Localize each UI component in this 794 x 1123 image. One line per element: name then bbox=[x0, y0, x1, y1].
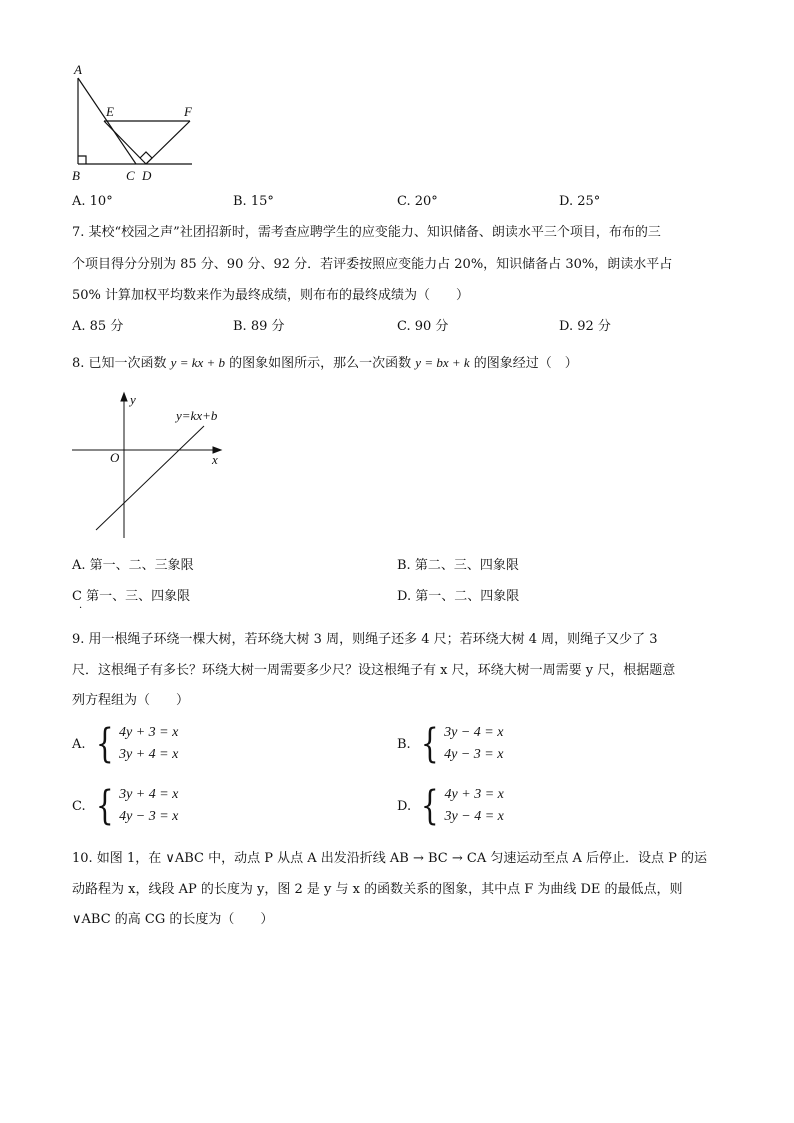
q9-c-eq1: 3y + 4 = x bbox=[119, 787, 179, 802]
right-angle-mark-b bbox=[78, 156, 86, 164]
q8-option-c[interactable]: C 第一、三、四象限 bbox=[72, 589, 191, 604]
q9-option-a-label: A. bbox=[72, 736, 86, 752]
q8-function-1: y = kx + b bbox=[170, 355, 226, 370]
y-axis-label: y bbox=[130, 392, 136, 407]
right-angle-mark-d bbox=[140, 152, 152, 164]
q7-option-a[interactable]: A. 85 分 bbox=[72, 319, 124, 334]
q9-option-d[interactable] bbox=[397, 784, 504, 828]
q9-option-b[interactable] bbox=[397, 722, 503, 766]
y-axis-arrow bbox=[121, 393, 127, 401]
segment-fd bbox=[146, 121, 190, 164]
q7-option-d[interactable]: D. 92 分 bbox=[559, 319, 611, 334]
brace-icon: { bbox=[420, 783, 439, 829]
q7-line-1: 7. 某校“校园之声”社团招新时，需考查应聘学生的应变能力、知识储备、朗读水平三个项目，布布的三 bbox=[72, 225, 661, 240]
q7-line-2: 个项目得分分别为 85 分、90 分、92 分．若评委按照应变能力占 20%，知识储备占 30%，朗读水平占 bbox=[72, 257, 673, 272]
q8-option-b[interactable]: B. 第二、三、四象限 bbox=[397, 558, 519, 573]
q10-line-3: ∨ABC 的高 CG 的长度为（ ） bbox=[72, 912, 274, 927]
q10-line-2: 动路程为 x，线段 AP 的长度为 y，图 2 是 y 与 x 的函数关系的图象，其中点 F 为曲线 DE 的最低点，则 bbox=[72, 882, 683, 897]
q9-line-3: 列方程组为（ ） bbox=[72, 693, 190, 708]
q8-option-a[interactable]: A. 第一、二、三象限 bbox=[72, 558, 194, 573]
q7-line-3: 50% 计算加权平均数来作为最终成绩，则布布的最终成绩为（ ） bbox=[72, 288, 470, 303]
brace-icon: { bbox=[420, 721, 439, 767]
q9-b-eq2: 4y − 3 = x bbox=[444, 747, 504, 762]
q6-option-b[interactable]: B. 15° bbox=[233, 194, 274, 209]
label-e: E bbox=[106, 104, 114, 119]
q9-b-eq1: 3y − 4 = x bbox=[444, 725, 504, 740]
brace-icon: { bbox=[95, 783, 114, 829]
q7-option-c[interactable]: C. 90 分 bbox=[397, 319, 449, 334]
q6-figure bbox=[60, 60, 200, 190]
q9-c-eq2: 4y − 3 = x bbox=[119, 809, 179, 824]
q9-d-eq2: 3y − 4 = x bbox=[444, 809, 504, 824]
q9-option-c-label: C. bbox=[72, 798, 86, 814]
q9-option-c[interactable] bbox=[72, 784, 178, 828]
q9-a-eq1: 4y + 3 = x bbox=[118, 725, 179, 740]
q8-stem-mid: 的图象如图所示，那么一次函数 bbox=[225, 356, 416, 371]
label-a: A bbox=[74, 62, 82, 77]
q6-option-c[interactable]: C. 20° bbox=[397, 194, 438, 209]
q9-option-a[interactable] bbox=[72, 722, 178, 766]
q9-option-b-label: B. bbox=[397, 736, 411, 752]
q8-stem-pre: 8. 已知一次函数 bbox=[72, 356, 171, 371]
q9-a-eq2: 3y + 4 = x bbox=[118, 747, 179, 762]
x-axis-label: x bbox=[212, 452, 218, 467]
line-label: y=kx+b bbox=[176, 408, 218, 423]
label-c: C bbox=[126, 168, 135, 183]
q8-graph bbox=[66, 388, 236, 548]
label-f: F bbox=[184, 104, 192, 119]
label-d: D bbox=[142, 168, 152, 183]
label-b: B bbox=[72, 168, 80, 183]
q9-line-1: 9. 用一根绳子环绕一棵大树，若环绕大树 3 周，则绳子还多 4 尺；若环绕大树 4 周，则绳子又少了 3 bbox=[72, 632, 658, 647]
q6-option-a[interactable]: A. 10° bbox=[72, 194, 113, 209]
origin-label: O bbox=[110, 450, 120, 465]
q8-stem-post: 的图象经过（ ） bbox=[469, 356, 578, 371]
q10-line-1: 10. 如图 1，在 ∨ABC 中，动点 P 从点 A 出发沿折线 AB → BC → CA 匀速运动至点 A 后停止．设点 P 的运 bbox=[72, 851, 708, 866]
q6-option-d[interactable]: D. 25° bbox=[559, 194, 601, 209]
q8-option-d[interactable]: D. 第一、二、四象限 bbox=[397, 589, 520, 604]
q7-option-b[interactable]: B. 89 分 bbox=[233, 319, 285, 334]
function-line bbox=[96, 426, 204, 530]
q8-function-2: y = bx + k bbox=[415, 355, 470, 370]
q8-stem bbox=[72, 354, 578, 373]
stray-dot: · bbox=[79, 603, 83, 614]
brace-icon: { bbox=[95, 721, 114, 767]
q9-line-2: 尺．这根绳子有多长？环绕大树一周需要多少尺？设这根绳子有 x 尺，环绕大树一周需要 y 尺，根据题意 bbox=[72, 663, 676, 678]
q9-option-d-label: D. bbox=[397, 798, 412, 814]
q9-d-eq1: 4y + 3 = x bbox=[444, 787, 504, 802]
